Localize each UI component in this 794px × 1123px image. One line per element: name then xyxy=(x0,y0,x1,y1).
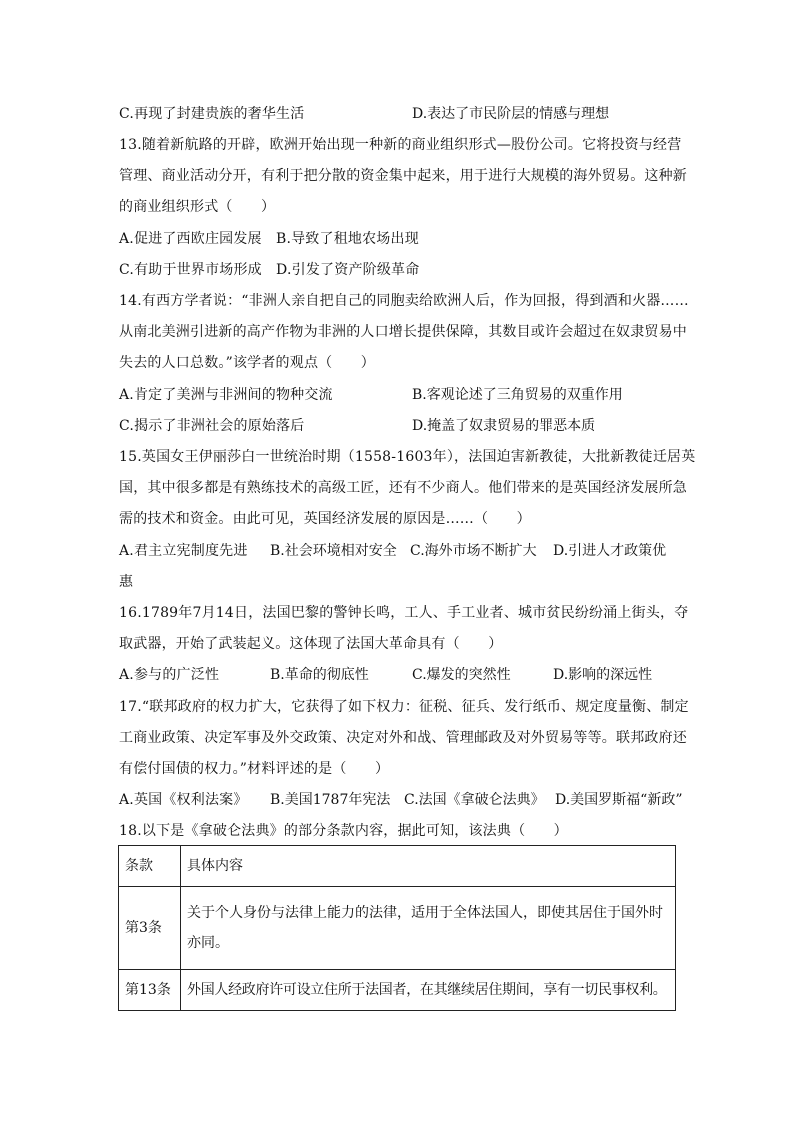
table-header-row xyxy=(119,846,676,887)
q17-stem-line3: 有偿付国债的权力。”材料评述的是（ ） xyxy=(119,761,390,777)
q15-option-c: C.海外市场不断扩大 xyxy=(410,543,537,559)
table-row xyxy=(119,887,676,970)
q17-stem-line1: 17.“联邦政府的权力扩大，它获得了如下权力：征税、征兵、发行纸币、规定度量衡、制定 xyxy=(119,699,689,715)
q14-option-d: D.掩盖了奴隶贸易的罪恶本质 xyxy=(412,418,596,434)
q15-stem-line1: 15.英国女王伊丽莎白一世统治时期（1558-1603年），法国迫害新教徒，大批新教徒迁居英 xyxy=(119,449,696,465)
table-cell-clause: 第3条 xyxy=(119,887,181,970)
napoleonic-code-table xyxy=(118,845,676,1011)
q17-option-d: D.美国罗斯福“新政” xyxy=(555,792,683,808)
q17-option-c: C.法国《拿破仑法典》 xyxy=(404,792,545,808)
table-row xyxy=(119,970,676,1011)
q15-option-b: B.社会环境相对安全 xyxy=(270,543,397,559)
q16-option-d: D.影响的深远性 xyxy=(553,667,653,683)
q15-option-d-wrap: 惠 xyxy=(119,574,134,590)
table-cell-clause: 第13条 xyxy=(119,970,181,1011)
q17-option-a: A.英国《权利法案》 xyxy=(119,792,248,808)
q16-stem-line1: 16.1789年7月14日，法国巴黎的警钟长鸣，工人、手工业者、城市贫民纷纷涌上街头，夺 xyxy=(119,605,689,621)
q13-stem-line2: 管理、商业活动分开，有利于把分散的资金集中起来，用于进行大规模的海外贸易。这种新 xyxy=(119,168,687,184)
table-cell-content: 外国人经政府许可设立住所于法国者，在其继续居住期间，享有一切民事权利。 xyxy=(181,970,676,1011)
table-header-content: 具体内容 xyxy=(181,846,676,887)
q16-stem-line2: 取武器，开始了武装起义。这体现了法国大革命具有（ ） xyxy=(119,636,503,652)
q13-options-ab: A.促进了西欧庄园发展 B.导致了租地农场出现 xyxy=(119,231,419,247)
q18-stem: 18.以下是《拿破仑法典》的部分条款内容，据此可知，该法典（ ） xyxy=(119,823,568,839)
q13-stem-line3: 的商业组织形式（ ） xyxy=(119,199,276,215)
q14-option-c: C.揭示了非洲社会的原始落后 xyxy=(119,418,305,434)
q15-option-a: A.君主立宪制度先进 xyxy=(119,543,248,559)
q14-stem-line2: 从南北美洲引进新的高产作物为非洲的人口增长提供保障，其数目或许会超过在奴隶贸易中 xyxy=(119,324,687,340)
q13-stem-line1: 13.随着新航路的开辟，欧洲开始出现一种新的商业组织形式—股份公司。它将投资与经营 xyxy=(119,137,682,153)
q17-stem-line2: 工商业政策、决定军事及外交政策、决定对外和战、管理邮政及对外贸易等等。联邦政府还 xyxy=(119,730,687,746)
q16-option-c: C.爆发的突然性 xyxy=(412,667,511,683)
table-header-clause: 条款 xyxy=(119,846,181,887)
q15-stem-line3: 需的技术和资金。由此可见，英国经济发展的原因是……（ ） xyxy=(119,511,531,527)
q13-options-cd: C.有助于世界市场形成 D.引发了资产阶级革命 xyxy=(119,262,420,278)
q15-option-d: D.引进人才政策优 xyxy=(553,543,667,559)
table-cell-content: 关于个人身份与法律上能力的法律，适用于全体法国人，即使其居住于国外时亦同。 xyxy=(181,887,676,970)
prev-option-c: C.再现了封建贵族的奢华生活 xyxy=(119,106,305,122)
q14-option-b: B.客观论述了三角贸易的双重作用 xyxy=(412,387,623,403)
q17-option-b: B.美国1787年宪法 xyxy=(270,792,391,808)
q16-option-a: A.参与的广泛性 xyxy=(119,667,220,683)
q15-stem-line2: 国，其中很多都是有熟练技术的高级工匠，还有不少商人。他们带来的是英国经济发展所急 xyxy=(119,480,687,496)
q14-stem-line3: 失去的人口总数。”该学者的观点（ ） xyxy=(119,355,375,371)
prev-option-d: D.表达了市民阶层的情感与理想 xyxy=(412,106,610,122)
q14-stem-line1: 14.有西方学者说：“非洲人亲自把自己的同胞卖给欧洲人后，作为回报，得到酒和火器…… xyxy=(119,293,689,309)
q16-option-b: B.革命的彻底性 xyxy=(270,667,369,683)
q14-option-a: A.肯定了美洲与非洲间的物种交流 xyxy=(119,387,333,403)
